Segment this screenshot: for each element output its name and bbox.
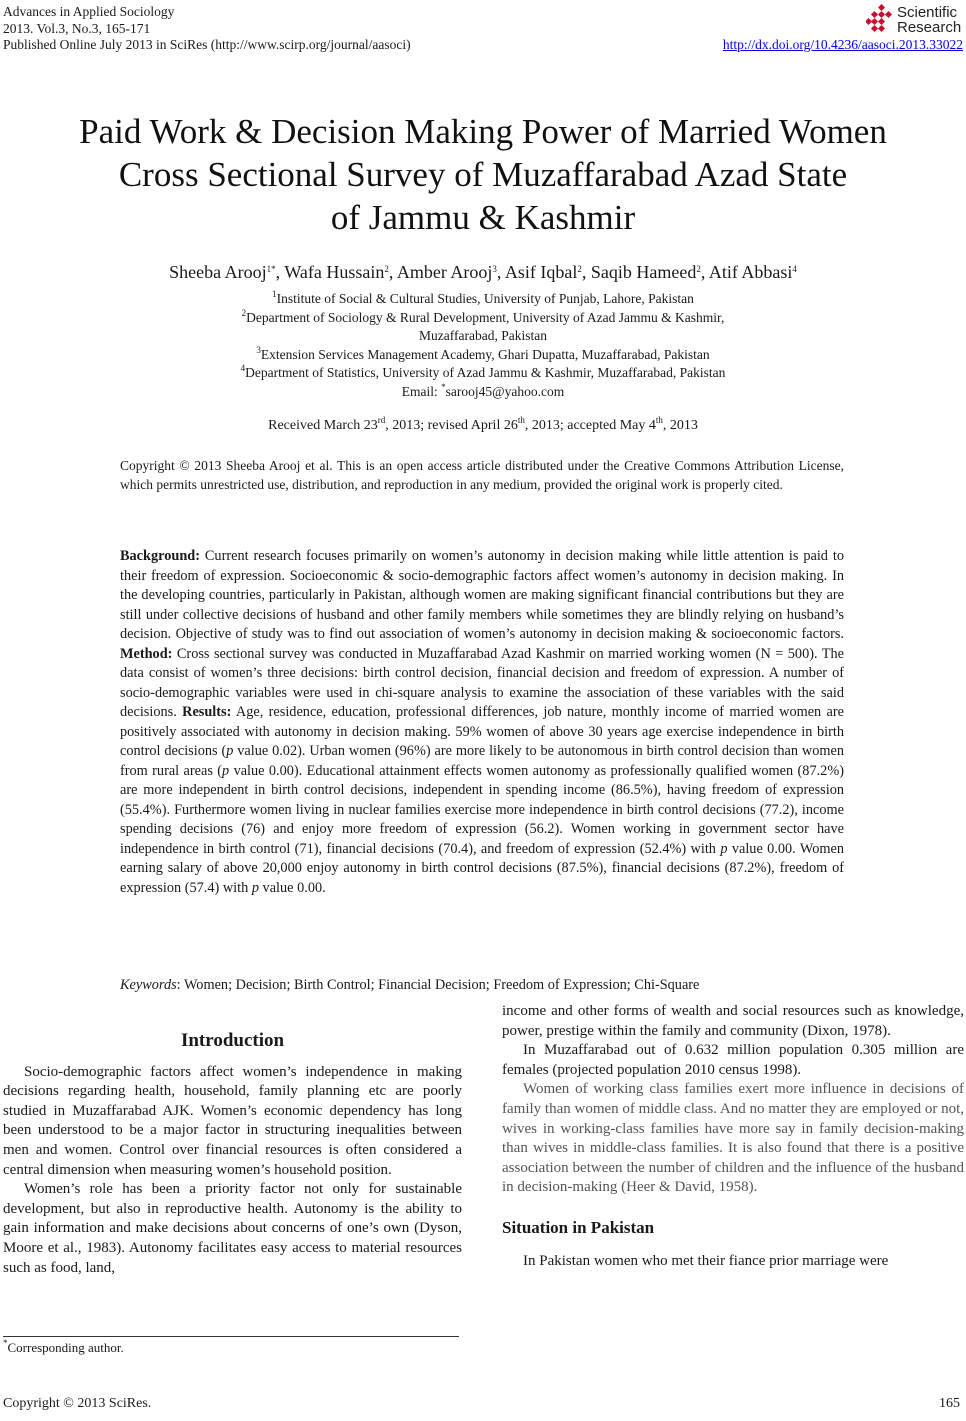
author: Wafa Hussain [284, 262, 385, 282]
doi-link[interactable]: http://dx.doi.org/10.4236/aasoci.2013.33022 [722, 37, 963, 52]
received-dates: Received March 23rd, 2013; revised April 26th, 2013; accepted May 4th, 2013 [268, 415, 698, 433]
paragraph: Socio-demographic factors affect women’s independence in making decisions regarding health, household, family planning etc are poorly studied in Muzaffarabad AJK. Women’s economic dependency has long been understood to be a major factor in structuring inequalities between men and women. Control over financial resources is often considered a central dimension when measuring women’s household position. [3, 1063, 462, 1178]
section-heading-introduction: Introduction [180, 1030, 285, 1051]
affiliation-2b: Muzaffarabad, Pakistan [419, 328, 547, 343]
abstract: Background: Current research focuses primarily on women’s autonomy in decision making while little attention is paid to their freedom of expression. Socioeconomic & socio-demographic factors affect women’s autonomy in decision making. In the developing countries, particularly in Pakistan, although women are making significant financial contributions but they are still under collective decisions of husband and other family members while sometimes they are blindly relying on husband’s decision. Objective of study was to find out association of women’s autonomy in decision making & socioeconomic factors. Method: Cross sectional survey was conducted in Muzaffarabad Azad Kashmir on married working women (N = 500). The data consist of women’s three decisions: birth control decision, financial decision and freedom of expression. A number of socio-demographic variables were used in chi-square analysis to examine the association of these variables with the said decisions. Results: Age, residence, education, professional differences, job nature, monthly income of married women are positively associated with autonomy in decision making. 59% women of above 30 years age exercise independence in birth control decisions (p value 0.02). Urban women (96%) are more likely to be autonomous in birth control decision than women from rural areas (p value 0.00). Educational attainment effects women autonomy as professionally qualified women (87.2%) are more independent in birth control decisions, independent in spending income (86.5%), having freedom of expression (55.4%). Furthermore women living in nuclear families exercise more independence in birth control decisions (77.2), income spending decisions (76) and enjoy more freedom of expression (56.2). Women working in government sector have independence in birth control (71), financial decisions (70.4), and freedom of expression (52.4%) with p value 0.00. Women earning salary of above 20,000 enjoy autonomy in birth control decisions (87.5%), financial decisions (87.2%), freedom of expression (57.4) with p value 0.00. [120, 548, 844, 896]
results-label: Results: [182, 704, 232, 720]
author-list: Sheeba Arooj$^{1*}$, Wafa Hussain$^2$, Amber Arooj$^3$, Asif Iqbal$^2$, Saqib Hameed$^2$, Atif Abbasi$^4$ [169, 262, 797, 282]
author: Sheeba Arooj [169, 262, 267, 282]
paper-title [0, 110, 966, 239]
paragraph: Women’s role has been a priority factor not only for sustainable development, but also in reproductive health. Autonomy is the ability to gain information and make decisions about concerns of one’s own (Dyson, Moore et al., 1983). Autonomy facilitates easy access to material resources such as food, land, [3, 1181, 462, 1276]
footnote-rule [3, 1336, 459, 1337]
email: Email: *sarooj45@yahoo.com [401, 381, 565, 399]
method-label: Method: [120, 645, 173, 662]
footnote: *Corresponding author. [3, 1338, 124, 1355]
affiliation-3: $^3$Extension Services Management Academy, Ghari Dupatta, Muzaffarabad, Pakistan [256, 344, 710, 362]
background-label: Background: [120, 548, 200, 564]
left-column [3, 1031, 462, 1278]
paragraph: Women of working class families exert more influence in decisions of family than women of middle class. And no matter they are employed or not, wives in working-class families have more say in family decision-making than wives in middle-class families. It is also found that there is a positive association between the number of children and the influence of the husband in decision-making (Heer & David, 1958). [502, 1081, 964, 1196]
page-number: 165 [939, 1396, 960, 1411]
author: Asif Iqbal [504, 262, 578, 282]
scientific-research-logo [866, 2, 966, 36]
paragraph: In Muzaffarabad out of 0.632 million population 0.305 million are females (projected population 2010 census 1998). [502, 1042, 964, 1078]
right-column [502, 1002, 964, 1271]
paragraph: income and other forms of wealth and social resources such as knowledge, power, prestige within the family and community (Dixon, 1978). [502, 1003, 964, 1039]
title-line-1: Paid Work & Decision Making Power of Married Women [79, 112, 887, 151]
affiliations [0, 290, 966, 401]
running-header [3, 4, 411, 54]
title-line-3: of Jammu & Kashmir [330, 198, 636, 237]
author: Atif Abbasi [708, 262, 793, 282]
email-address[interactable]: sarooj45@yahoo.com [445, 383, 565, 399]
logo-text-1: Scientific [897, 4, 958, 21]
author: Saqib Hameed [590, 262, 697, 282]
affiliation-2: $^2$Department of Sociology & Rural Development, University of Azad Jammu & Kashmir, [241, 307, 725, 325]
keywords: Keywords: Women; Decision; Birth Control; Financial Decision; Freedom of Expression; Chi-Square [120, 977, 700, 993]
paragraph: In Pakistan women who met their fiance prior marriage were [523, 1252, 889, 1269]
keywords-label: Keywords [120, 977, 177, 993]
doi-wrap [723, 37, 963, 54]
section-heading-situation: Situation in Pakistan [502, 1217, 655, 1237]
affiliation-4: $^4$Department of Statistics, University of Azad Jammu & Kashmir, Muzaffarabad, Pakistan [240, 363, 726, 380]
logo-mark-icon [866, 4, 898, 34]
title-line-2: Cross Sectional Survey of Muzaffarabad Azad State [118, 155, 848, 194]
journal-name: Advances in Applied Sociology [3, 4, 175, 19]
copyright-notice: Copyright © 2013 Sheeba Arooj et al. This is an open access article distributed under the Creative Commons Attribution License, which permits unrestricted use, distribution, and reproduction in any medium, provided the original work is properly cited. [120, 458, 844, 492]
author: Amber Arooj [396, 262, 493, 282]
affiliation-1: $^1$Institute of Social & Cultural Studies, University of Punjab, Lahore, Pakistan [272, 289, 694, 306]
logo-text-2: Research [897, 19, 962, 36]
footer-copyright: Copyright © 2013 SciRes. [3, 1396, 152, 1411]
volume-info: 2013. Vol.3, No.3, 165-171 [3, 20, 151, 36]
publication-info: Published Online July 2013 in SciRes (http://www.scirp.org/journal/aasoci) [3, 37, 411, 52]
